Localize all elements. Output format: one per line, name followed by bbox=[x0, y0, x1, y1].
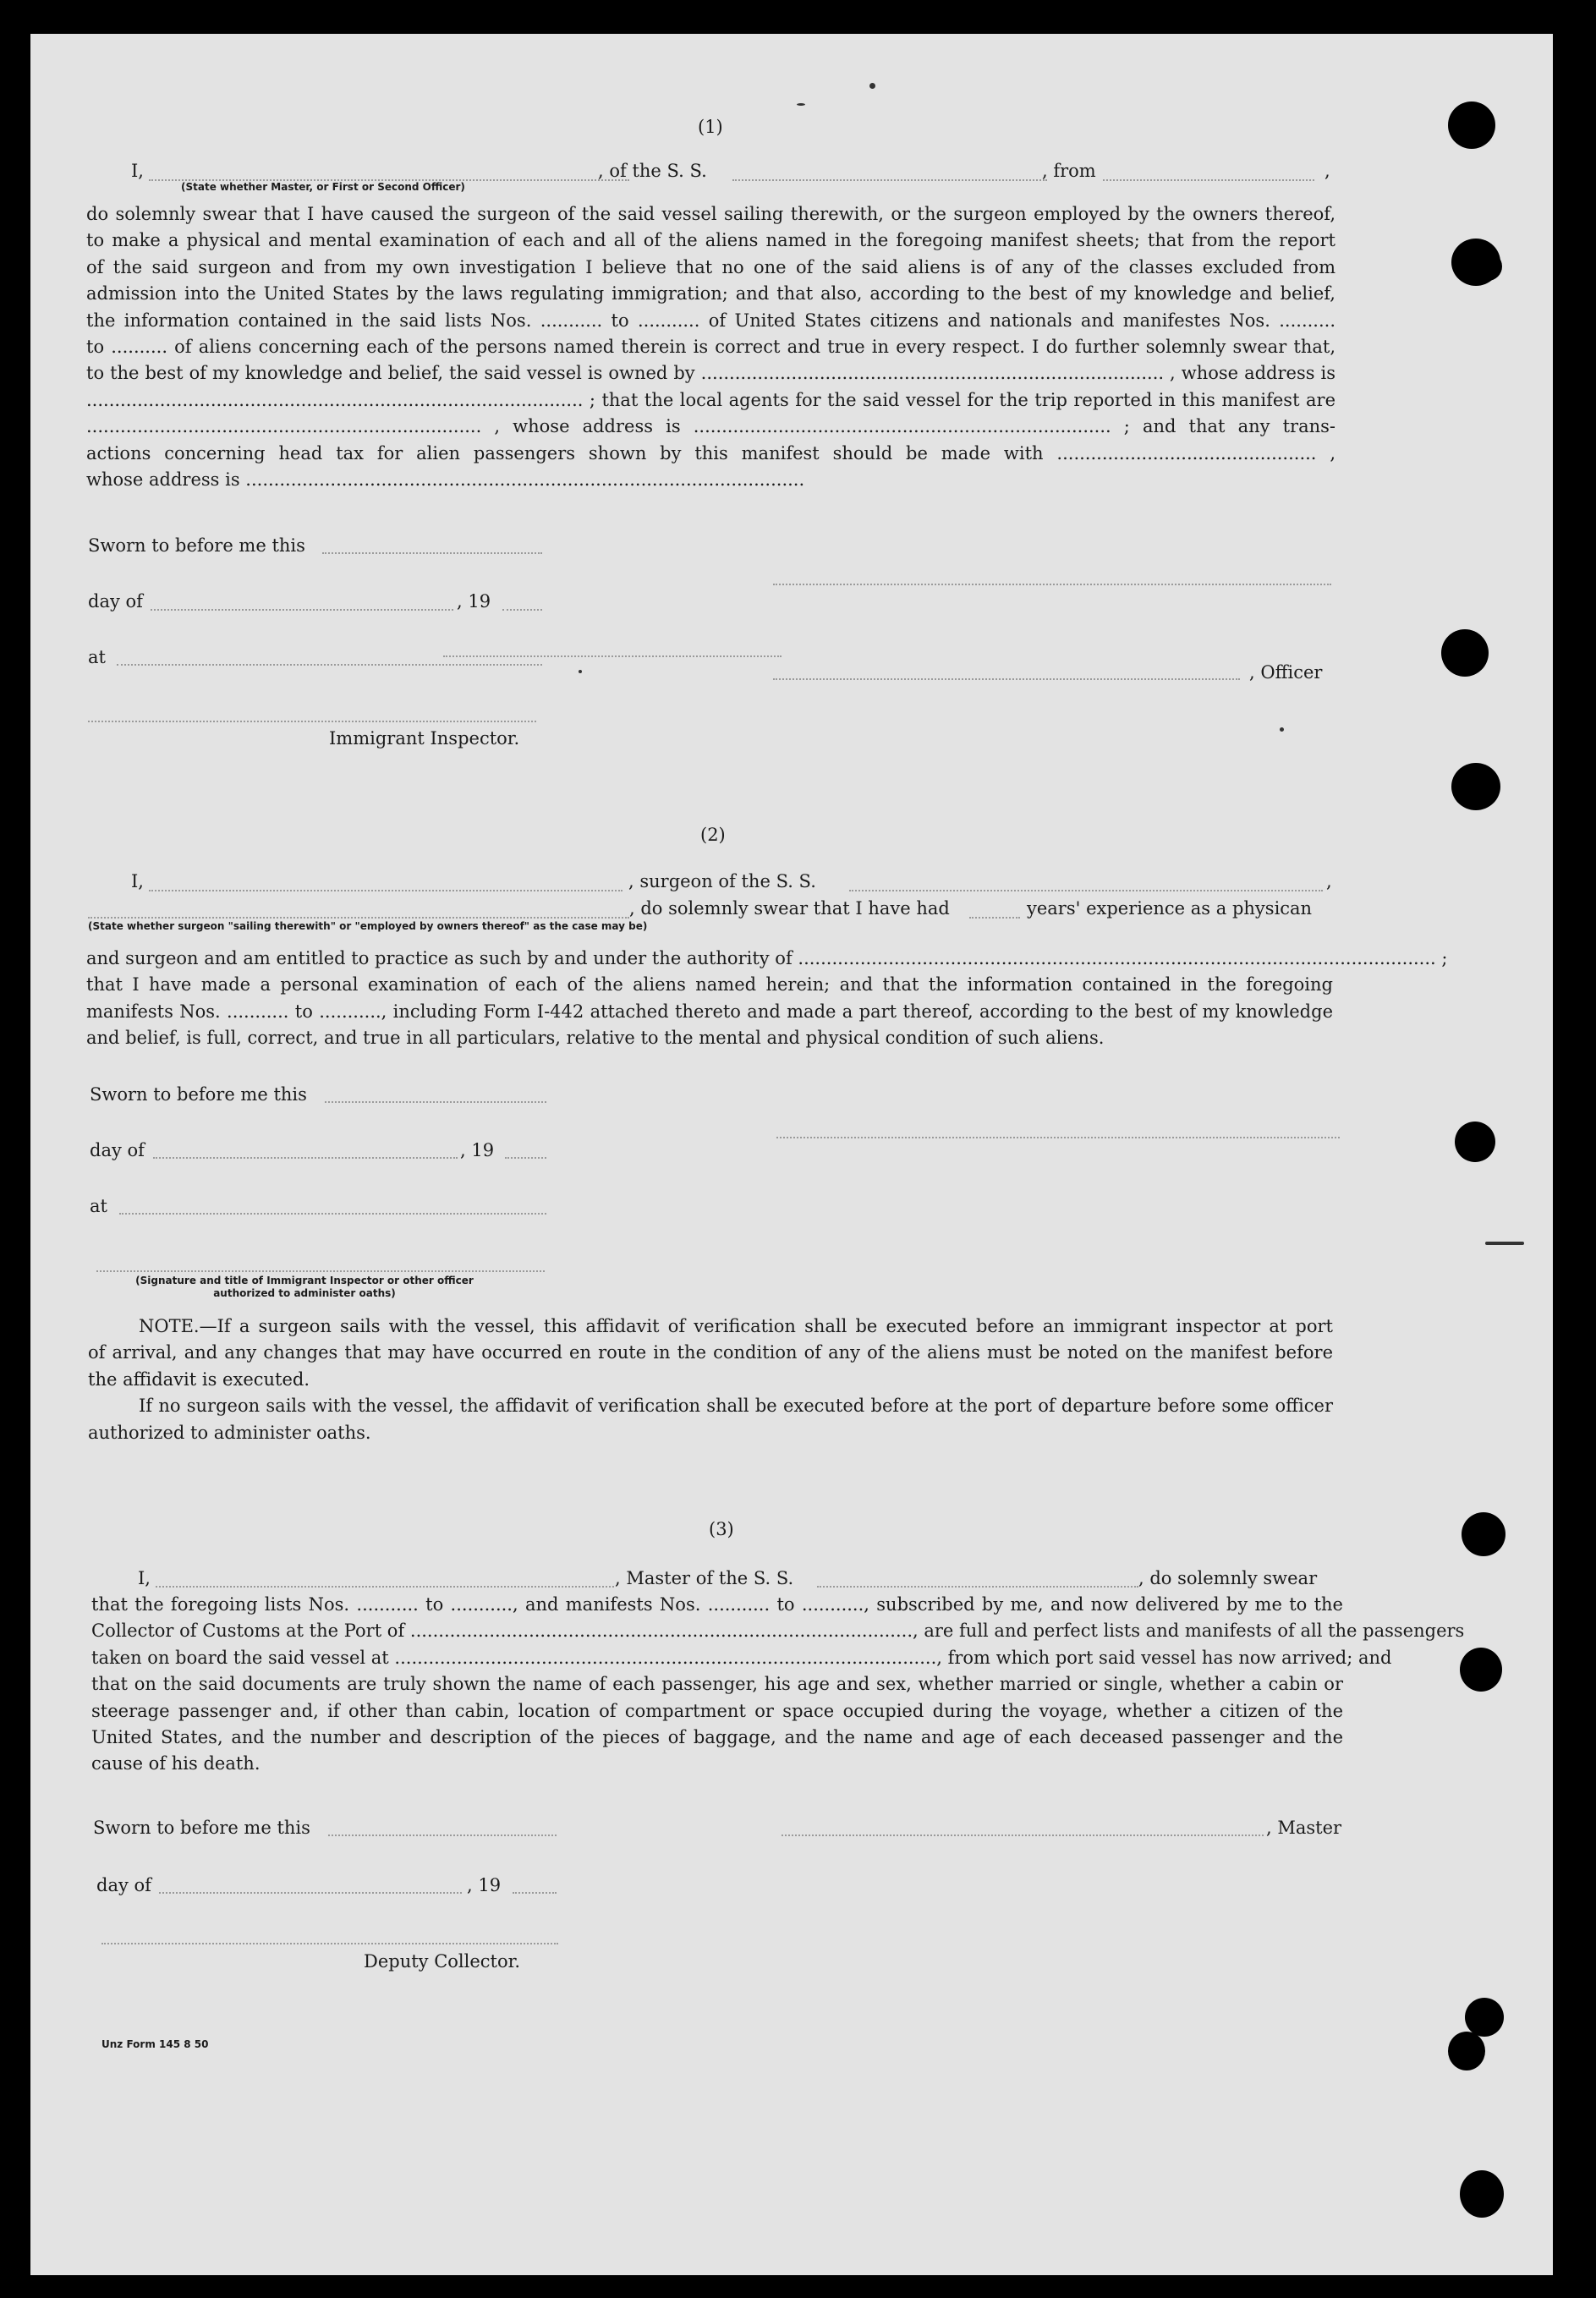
s1-day-of: day of bbox=[88, 591, 143, 612]
s2-sworn: Sworn to before me this bbox=[90, 1084, 307, 1105]
s2-years: years' experience as a physican bbox=[1027, 898, 1313, 919]
s2-capacity-caption: (State whether surgeon "sailing therewith" or "employed by owners thereof" as the case may be) bbox=[88, 920, 648, 932]
punch-hole bbox=[1465, 1998, 1504, 2037]
section-2-number: (2) bbox=[700, 825, 726, 845]
s3-ship-blank[interactable] bbox=[817, 1586, 1138, 1588]
s2-inspector-line[interactable] bbox=[96, 1270, 545, 1272]
s1-sworn-blank[interactable] bbox=[322, 552, 542, 554]
punch-hole bbox=[1448, 2032, 1485, 2070]
speck bbox=[1485, 1242, 1524, 1245]
s3-master-label: , Master bbox=[1266, 1818, 1342, 1838]
punch-hole bbox=[1473, 252, 1502, 281]
s2-head-end: , bbox=[1326, 871, 1332, 891]
s1-year: , 19 bbox=[457, 591, 491, 612]
s1-line: ........................................................................................ ; that the local agents for the said vessel for the trip reported in this manifest are bbox=[86, 389, 1335, 410]
s1-line: the information contained in the said lists Nos. ........... to ........... of United States citizens and nationals and manifestes Nos. .......... bbox=[86, 310, 1335, 331]
note-line: the affidavit is executed. bbox=[88, 1368, 310, 1390]
punch-hole bbox=[1460, 1648, 1502, 1692]
form-number: Unz Form 145 8 50 bbox=[101, 2038, 209, 2050]
s1-officer-label: , Officer bbox=[1249, 662, 1323, 683]
s2-ship-blank[interactable] bbox=[849, 890, 1323, 891]
s2-line: and belief, is full, correct, and true in all particulars, relative to the mental and physical condition of such aliens. bbox=[86, 1028, 1105, 1049]
s2-line: manifests Nos. ........... to ..........., including Form I-442 attached thereto and made a part thereof, according to the best of my knowledge bbox=[86, 1001, 1333, 1022]
s3-head-master: , Master of the S. S. bbox=[615, 1568, 794, 1588]
s2-line: and surgeon and am entitled to practice as such by and under the authority of ................................................................................................................. ; bbox=[86, 948, 1448, 968]
s1-officer-line[interactable] bbox=[773, 678, 1240, 680]
note2-line: If no surgeon sails with the vessel, the affidavit of verification shall be executed before at the port of departure before some officer bbox=[139, 1396, 1333, 1417]
s2-signature-line[interactable] bbox=[776, 1137, 1340, 1138]
s2-year: , 19 bbox=[460, 1140, 495, 1160]
s1-line: ...................................................................... , whose address is .......................................................................... ; and that any trans- bbox=[86, 416, 1335, 437]
s1-year-blank[interactable] bbox=[502, 609, 542, 611]
speck bbox=[797, 103, 805, 106]
s3-collector-label: Deputy Collector. bbox=[364, 1951, 521, 1972]
s1-line: to .......... of aliens concerning each of the persons named therein is correct and true in every respect. I do further solemnly swear that, bbox=[86, 337, 1335, 358]
s2-year-blank[interactable] bbox=[505, 1157, 546, 1159]
s1-faint-line bbox=[443, 655, 782, 657]
s3-line: United States, and the number and description of the pieces of baggage, and the name and age of each deceased passenger and the bbox=[91, 1727, 1343, 1748]
s2-name-blank[interactable] bbox=[149, 890, 622, 891]
s2-day-blank[interactable] bbox=[153, 1157, 458, 1159]
s3-line: cause of his death. bbox=[91, 1753, 261, 1774]
s2-at-blank[interactable] bbox=[119, 1213, 546, 1215]
punch-hole bbox=[1441, 629, 1489, 677]
s3-body bbox=[91, 1592, 1465, 1778]
s1-ship-blank[interactable] bbox=[732, 179, 1047, 181]
punch-hole bbox=[1448, 101, 1495, 149]
s3-line: that the foregoing lists Nos. ........... to ..........., and manifests Nos. ........... to ..........., subscribed by me, and now delivered by me to the bbox=[91, 1594, 1343, 1615]
s3-line: steerage passenger and, if other than cabin, location of compartment or space occupied during the voyage, whether a citizen of the bbox=[91, 1700, 1343, 1721]
s2-day-of: day of bbox=[90, 1140, 145, 1160]
speck bbox=[579, 670, 582, 673]
s1-line: to the best of my knowledge and belief, the said vessel is owned by .................................................................................. , whose address is bbox=[86, 363, 1335, 384]
s1-officer-caption: (State whether Master, or First or Second Officer) bbox=[181, 181, 465, 193]
speck bbox=[869, 83, 875, 89]
s2-body bbox=[86, 946, 1448, 1052]
s2-signature-caption: (Signature and title of Immigrant Inspector or other officer authorized to administer oaths) bbox=[135, 1275, 474, 1299]
s1-head-end: , bbox=[1325, 161, 1330, 181]
s1-signature-line[interactable] bbox=[773, 584, 1331, 585]
s3-sworn-blank[interactable] bbox=[328, 1835, 557, 1836]
s2-head-i: I, bbox=[131, 871, 144, 891]
s1-from-blank[interactable] bbox=[1103, 179, 1314, 181]
s3-head-i: I, bbox=[138, 1568, 151, 1588]
s3-sworn: Sworn to before me this bbox=[93, 1818, 310, 1838]
punch-hole bbox=[1460, 2170, 1504, 2218]
s2-years-blank[interactable] bbox=[969, 917, 1020, 919]
note-line: NOTE.—If a surgeon sails with the vessel, this affidavit of verification shall be executed before an immigrant inspector at port bbox=[139, 1316, 1333, 1336]
s2-sworn-blank[interactable] bbox=[325, 1101, 546, 1103]
s1-line: actions concerning head tax for alien passengers shown by this manifest should be made with .............................................. , bbox=[86, 442, 1335, 463]
s3-name-blank[interactable] bbox=[156, 1586, 614, 1588]
s3-line: Collector of Customs at the Port of ........................................................................................., are full and perfect lists and manifests of all the passengers bbox=[91, 1621, 1465, 1642]
s1-body bbox=[86, 201, 1335, 493]
document-page bbox=[30, 34, 1553, 2275]
s2-capacity-blank[interactable] bbox=[88, 917, 629, 919]
s1-line: to make a physical and mental examination of each and all of the aliens named in the foregoing manifest sheets; that from the report bbox=[86, 230, 1335, 251]
s1-head-i: I, bbox=[131, 161, 144, 181]
s1-at-blank[interactable] bbox=[117, 664, 542, 666]
s2-note bbox=[88, 1314, 1333, 1446]
s3-day-blank[interactable] bbox=[159, 1892, 462, 1894]
s1-inspector-line[interactable] bbox=[88, 721, 536, 722]
s2-at: at bbox=[90, 1196, 107, 1216]
s2-line: that I have made a personal examination of each of the aliens named herein; and that the information contained in the foregoing bbox=[86, 974, 1333, 995]
s1-at: at bbox=[88, 647, 106, 667]
section-3-number: (3) bbox=[709, 1519, 734, 1539]
s2-swear: , do solemnly swear that I have had bbox=[629, 898, 950, 919]
note2-line: authorized to administer oaths. bbox=[88, 1422, 371, 1443]
s3-year: , 19 bbox=[467, 1875, 502, 1895]
section-1-number: (1) bbox=[698, 117, 723, 137]
s1-inspector-label: Immigrant Inspector. bbox=[329, 728, 520, 749]
s3-line: that on the said documents are truly shown the name of each passenger, his age and sex, whether married or single, whether a cabin or bbox=[91, 1674, 1343, 1695]
note-line: of arrival, and any changes that may have occurred en route in the condition of any of the aliens must be noted on the manifest before bbox=[88, 1342, 1333, 1363]
speck bbox=[1280, 727, 1284, 732]
s3-collector-line[interactable] bbox=[101, 1943, 558, 1944]
s1-line: of the said surgeon and from my own investigation I believe that no one of the said aliens is of any of the classes excluded from bbox=[86, 256, 1335, 277]
s3-line: taken on board the said vessel at ................................................................................................, from which port said vessel has now arrived; and bbox=[91, 1647, 1392, 1668]
s1-sworn: Sworn to before me this bbox=[88, 535, 305, 556]
s1-line: do solemnly swear that I have caused the surgeon of the said vessel sailing therewith, or the surgeon employed by the owners thereof, bbox=[86, 204, 1335, 224]
s3-year-blank[interactable] bbox=[513, 1892, 557, 1894]
s2-head-surgeon: , surgeon of the S. S. bbox=[628, 871, 816, 891]
s1-line: admission into the United States by the laws regulating immigration; and that also, according to the best of my knowledge and belief, bbox=[86, 283, 1335, 304]
s1-head-ss: , of the S. S. bbox=[598, 161, 707, 181]
punch-hole bbox=[1462, 1512, 1506, 1556]
s1-head-from: , from bbox=[1042, 161, 1096, 181]
s3-head-swear: , do solemnly swear bbox=[1138, 1568, 1318, 1588]
s3-master-line[interactable] bbox=[782, 1835, 1264, 1836]
s1-day-blank[interactable] bbox=[151, 609, 453, 611]
punch-hole bbox=[1451, 763, 1500, 810]
s1-line: whose address is ................................................................................................... bbox=[86, 469, 805, 491]
s3-day-of: day of bbox=[96, 1875, 151, 1895]
punch-hole bbox=[1455, 1122, 1495, 1162]
